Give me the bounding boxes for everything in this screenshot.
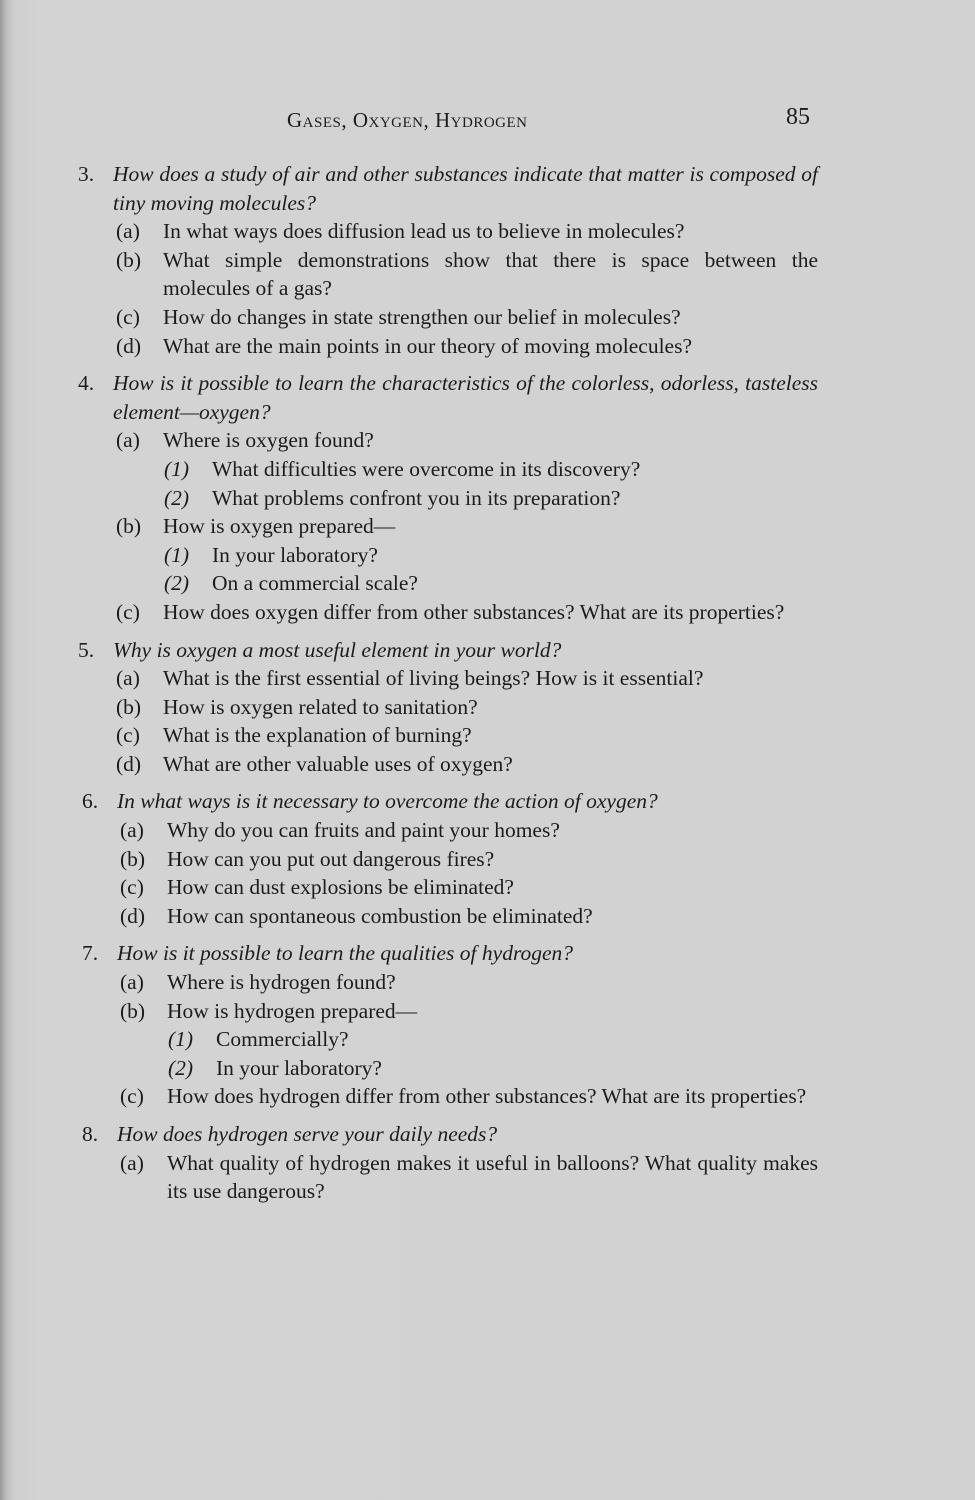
question-number: 5. — [78, 637, 95, 662]
sub-question-text: What is the explanation of burning? — [163, 723, 472, 748]
sub-question — [82, 873, 818, 902]
sub-question-text: How can spontaneous combustion be eliminated? — [167, 903, 593, 928]
question-number: 3. — [78, 162, 95, 186]
sub-question-letter: (d) — [116, 333, 142, 358]
sub-question-text: Why do you can fruits and paint your homes? — [167, 818, 560, 843]
sub-question — [82, 902, 818, 931]
sub-question-text: What are the main points in our theory of moving molecules? — [163, 333, 692, 358]
question-heading — [82, 1120, 818, 1149]
sub-sub-question-text: In your laboratory? — [216, 1055, 382, 1080]
question-5 — [78, 636, 818, 779]
sub-question-text: What quality of hydrogen makes it useful in balloons? What quality makes its use dangerous? — [167, 1150, 818, 1204]
sub-question-text: How is oxygen related to sanitation? — [163, 694, 478, 719]
sub-question-letter: (c) — [120, 1084, 144, 1109]
sub-question-text: How can you put out dangerous fires? — [167, 846, 495, 871]
sub-sub-question-number: (1) — [164, 456, 190, 481]
sub-sub-question-text: On a commercial scale? — [212, 571, 418, 596]
sub-question-text: How do changes in state strengthen our belief in molecules? — [163, 304, 681, 329]
sub-question-letter: (b) — [116, 247, 142, 272]
page-number: 85 — [786, 104, 810, 130]
sub-question — [78, 721, 818, 750]
question-number: 8. — [82, 1122, 99, 1146]
sub-question-letter: (d) — [116, 751, 142, 776]
question-text: Why is oxygen a most useful element in your world? — [113, 637, 562, 662]
sub-question-text: Where is hydrogen found? — [167, 970, 396, 995]
sub-question — [78, 246, 818, 303]
sub-question-letter: (b) — [116, 694, 142, 719]
question-list — [78, 160, 818, 1215]
sub-question-letter: (a) — [116, 428, 140, 453]
sub-question-letter: (a) — [120, 1150, 144, 1175]
sub-question — [82, 845, 818, 874]
sub-question-text: How is hydrogen prepared— — [167, 998, 418, 1023]
sub-question-letter: (a) — [116, 219, 140, 244]
sub-sub-question-number: (2) — [164, 571, 190, 596]
sub-question-text: How does oxygen differ from other substances? What are its properties? — [163, 599, 785, 624]
sub-question-text: What is the first essential of living beings? How is it essential? — [163, 666, 704, 691]
sub-sub-question-number: (2) — [168, 1055, 194, 1080]
sub-question-letter: (d) — [120, 903, 146, 928]
running-head: Gases, Oxygen, Hydrogen — [287, 108, 528, 132]
sub-sub-question-number: (1) — [168, 1027, 194, 1052]
sub-question — [78, 750, 818, 779]
sub-sub-question — [82, 1025, 818, 1054]
question-number: 4. — [78, 371, 95, 396]
question-number: 7. — [82, 941, 99, 966]
sub-question-letter: (b) — [120, 998, 146, 1023]
sub-question-letter: (a) — [120, 818, 144, 843]
question-6 — [82, 787, 818, 930]
sub-question-text: Where is oxygen found? — [163, 428, 374, 453]
sub-sub-question — [78, 455, 818, 484]
sub-question-letter: (b) — [120, 846, 146, 871]
sub-question-letter: (c) — [120, 875, 144, 900]
question-3 — [78, 160, 818, 360]
sub-sub-question-number: (2) — [164, 485, 190, 510]
sub-sub-question-text: What problems confront you in its preparation? — [212, 485, 621, 510]
sub-question — [78, 512, 818, 541]
sub-sub-question-text: What difficulties were overcome in its discovery? — [212, 456, 641, 481]
question-text: In what ways is it necessary to overcome the action of oxygen? — [117, 789, 658, 814]
sub-question-text: How does hydrogen differ from other substances? What are its properties? — [167, 1084, 807, 1109]
sub-question — [82, 1149, 818, 1206]
question-heading — [82, 787, 818, 816]
question-text: How is it possible to learn the characteristics of the colorless, odorless, tasteless element—oxygen? — [113, 371, 818, 424]
sub-question-letter: (c) — [116, 304, 140, 329]
question-8 — [82, 1120, 818, 1206]
sub-question — [82, 997, 818, 1026]
sub-question-text: In what ways does diffusion lead us to believe in molecules? — [163, 219, 685, 244]
sub-question — [78, 303, 818, 332]
sub-question-letter: (a) — [120, 970, 144, 995]
sub-question — [82, 1082, 818, 1111]
question-heading — [82, 939, 818, 968]
sub-question — [78, 217, 818, 246]
sub-question-letter: (a) — [116, 666, 140, 691]
sub-question — [78, 693, 818, 722]
question-text: How does a study of air and other substances indicate that matter is composed of tiny moving molecules? — [113, 162, 818, 215]
sub-sub-question — [82, 1054, 818, 1083]
sub-question-text: What simple demonstrations show that there is space between the molecules of a gas? — [163, 247, 818, 301]
question-heading — [78, 369, 818, 426]
sub-question-letter: (c) — [116, 599, 140, 624]
sub-question — [78, 332, 818, 361]
sub-question-text: What are other valuable uses of oxygen? — [163, 751, 513, 776]
sub-question-text: How can dust explosions be eliminated? — [167, 875, 514, 900]
sub-question — [78, 598, 818, 627]
sub-question-letter: (c) — [116, 723, 140, 748]
sub-sub-question — [78, 569, 818, 598]
sub-sub-question — [78, 541, 818, 570]
question-7 — [82, 939, 818, 1111]
page-header — [0, 102, 975, 138]
question-number: 6. — [82, 789, 99, 814]
sub-sub-question-text: Commercially? — [216, 1027, 349, 1052]
sub-question — [78, 664, 818, 693]
sub-sub-question — [78, 484, 818, 513]
sub-question-text: How is oxygen prepared— — [163, 514, 396, 539]
question-heading — [78, 636, 818, 665]
sub-question-letter: (b) — [116, 514, 142, 539]
question-text: How does hydrogen serve your daily needs? — [117, 1122, 498, 1146]
sub-sub-question-number: (1) — [164, 542, 190, 567]
sub-question — [82, 816, 818, 845]
question-heading — [78, 160, 818, 217]
sub-question — [78, 426, 818, 455]
question-text: How is it possible to learn the qualities of hydrogen? — [117, 941, 574, 966]
sub-sub-question-text: In your laboratory? — [212, 542, 378, 567]
sub-question — [82, 968, 818, 997]
question-4 — [78, 369, 818, 626]
